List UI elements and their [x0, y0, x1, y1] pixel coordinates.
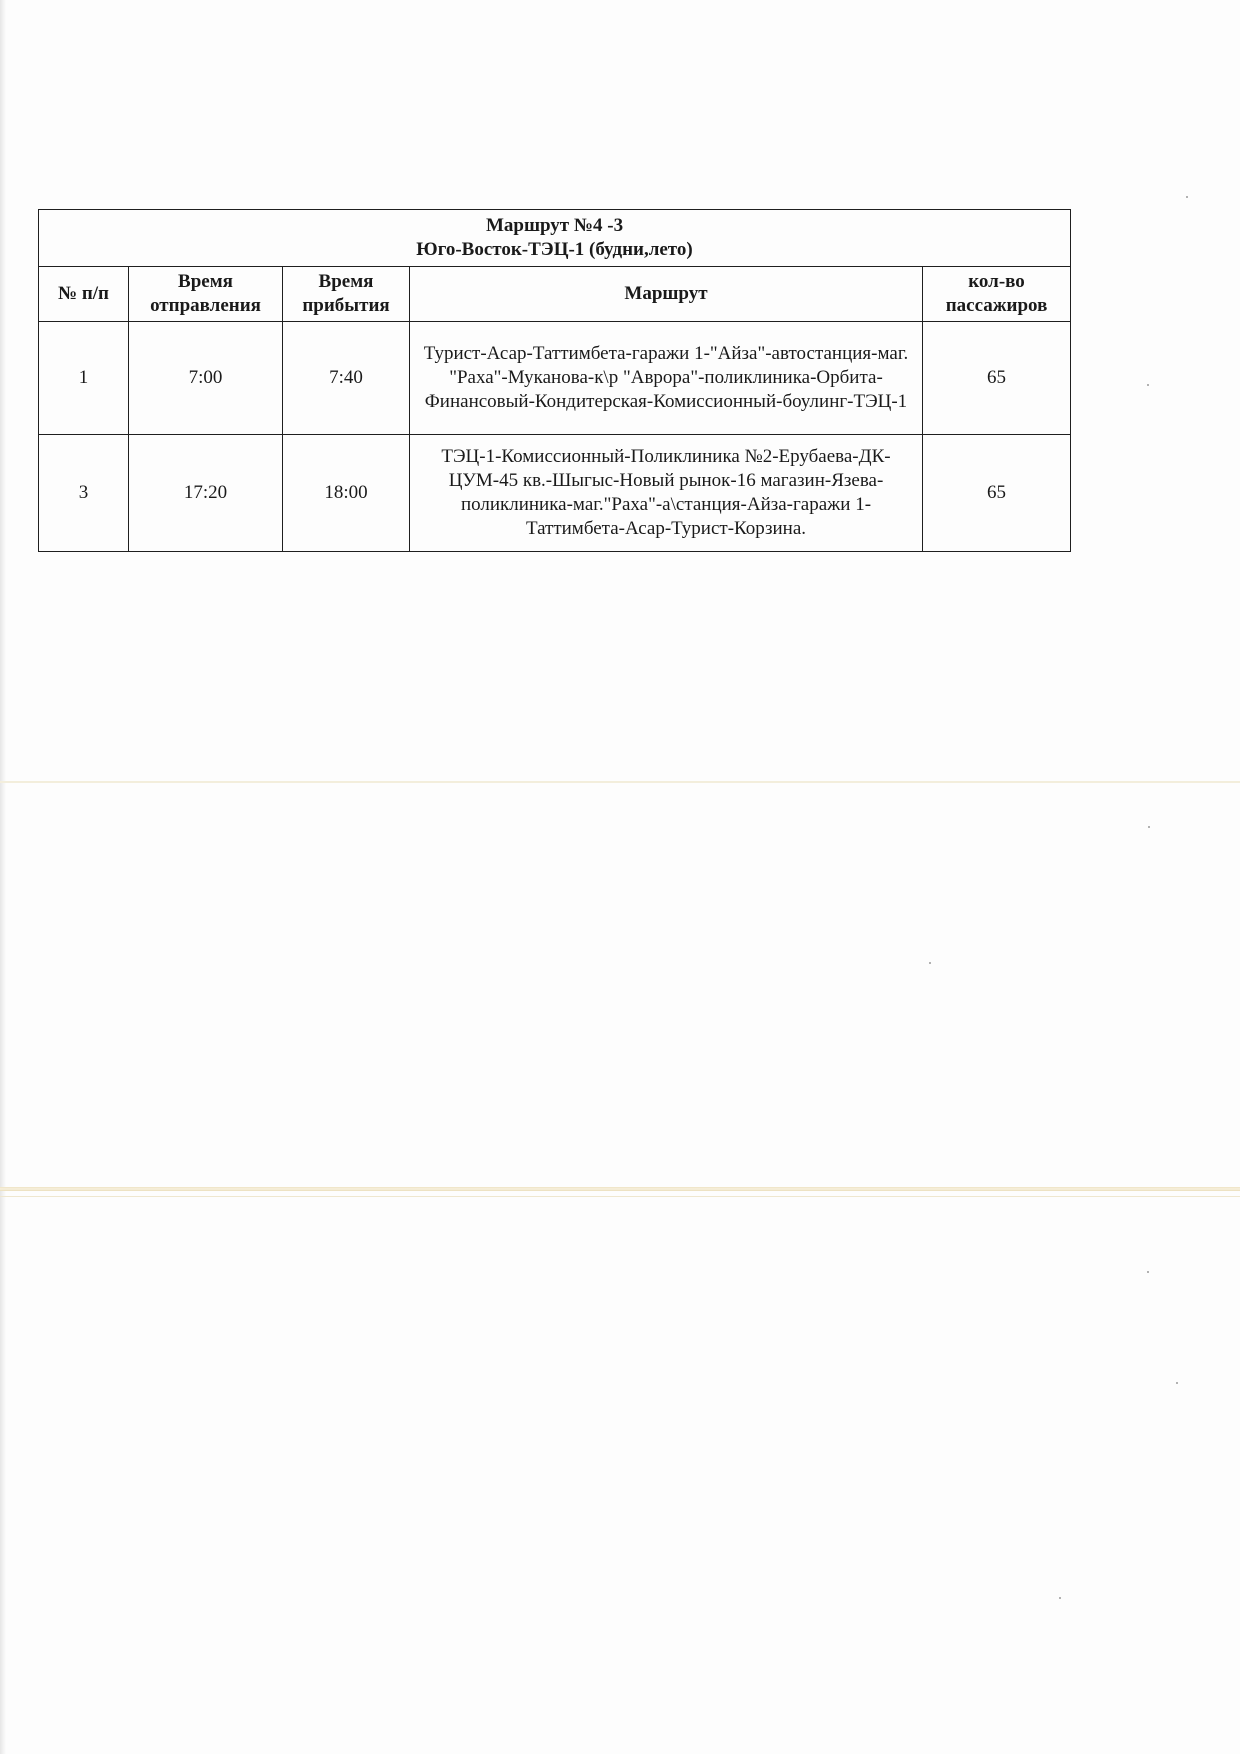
cell-passengers: 65 — [923, 435, 1071, 552]
scan-speck — [1147, 384, 1149, 386]
header-route: Маршрут — [410, 267, 923, 322]
cell-departure: 17:20 — [129, 435, 283, 552]
paper-fold-line — [0, 1196, 1240, 1197]
scan-speck — [1176, 1382, 1178, 1384]
header-num: № п/п — [39, 267, 129, 322]
header-departure: Время отправления — [129, 267, 283, 322]
header-arrival: Время прибытия — [283, 267, 410, 322]
cell-arrival: 7:40 — [283, 322, 410, 435]
cell-num: 1 — [39, 322, 129, 435]
route-direction-title: Юго-Восток-ТЭЦ-1 (будни,лето) — [416, 239, 693, 260]
table-header-row — [39, 267, 1071, 322]
header-passengers: кол-во пассажиров — [923, 267, 1071, 322]
table-title-row — [39, 210, 1071, 267]
paper-fold-line — [0, 781, 1240, 783]
scan-speck — [929, 962, 931, 964]
scan-speck — [1148, 826, 1150, 828]
route-number-title: Маршрут №4 -3 — [485, 215, 624, 236]
scan-speck — [1059, 1597, 1061, 1599]
cell-route: ТЭЦ-1-Комиссионный-Поликлиника №2-Ерубаева-ДК-ЦУМ-45 кв.-Шыгыс-Новый рынок-16 магазин-Язева-поликлиника-маг."Раха"-а\станция-Айза-гаражи 1-Таттимбета-Асар-Турист-Корзина. — [410, 435, 923, 552]
cell-num: 3 — [39, 435, 129, 552]
cell-departure: 7:00 — [129, 322, 283, 435]
table-title — [39, 210, 1071, 267]
route-schedule-table — [38, 209, 1071, 552]
table-row — [39, 322, 1071, 435]
scan-speck — [1147, 1271, 1149, 1273]
cell-route: Турист-Асар-Таттимбета-гаражи 1-"Айза"-автостанция-маг. "Раха"-Муканова-к\р "Аврора"-поликлиника-Орбита-Финансовый-Кондитерская-Комиссионный-боулинг-ТЭЦ-1 — [410, 322, 923, 435]
scan-edge — [0, 0, 6, 1754]
cell-arrival: 18:00 — [283, 435, 410, 552]
table-row — [39, 435, 1071, 552]
paper-fold-line — [0, 1187, 1240, 1191]
scan-speck — [1186, 196, 1188, 198]
cell-passengers: 65 — [923, 322, 1071, 435]
